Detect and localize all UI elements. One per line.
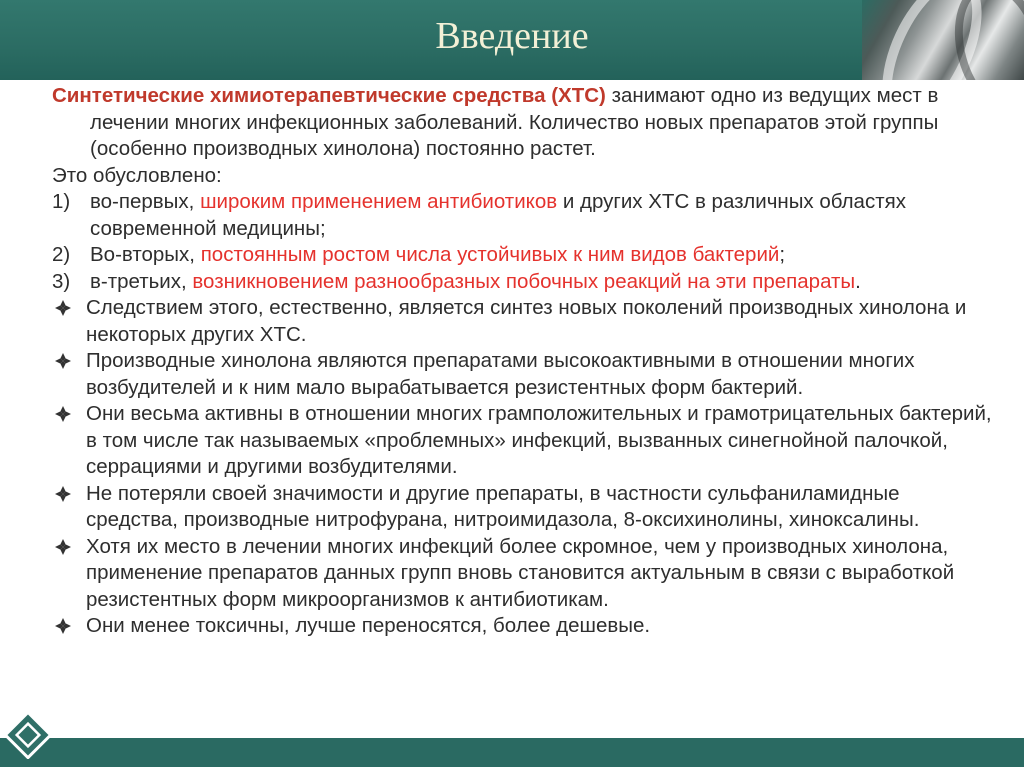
numbered-item: 1) во-первых, широким применением антибиотиков и других ХТС в различных областях современной медицины; [52, 190, 906, 240]
bullet-item: Они весьма активны в отношении многих грамположительных и грамотрицательных бактерий, в том числе так называемых «проблемных» инфекций, вызванных синегнойной палочкой, серрациями и другими возбудителями. [52, 401, 997, 481]
bullet-item: Хотя их место в лечении многих инфекций более скромное, чем у производных хинолона, применение препаратов данных групп вновь становится актуальным в связи с выработкой резистентных форм микроорганизмов к антибиотикам. [52, 534, 997, 614]
diamond-bullet-icon [52, 613, 74, 639]
intro-paragraph [52, 83, 997, 163]
bullet-item: Не потеряли своей значимости и другие препараты, в частности сульфаниламидные средства, производные нитрофурана, нитроимидазола, 8-оксихинолины, хиноксалины. [52, 481, 997, 534]
intro-rest: занимают одно из ведущих мест в лечении многих инфекционных заболеваний. Количество новых препаратов этой группы (особенно производных хинолона) постоянно растет. [90, 84, 939, 160]
item-number: 1) [52, 190, 71, 213]
slide-footer-bar [0, 738, 1024, 767]
diamond-bullet-icon [52, 401, 74, 427]
reason-lead: Это обусловлено: [52, 163, 222, 187]
highlighted-text: широким применением антибиотиков [200, 190, 558, 213]
slide-header [0, 0, 1024, 80]
bullet-item: Производные хинолона являются препаратами высокоактивными в отношении многих возбудителей и к ним мало вырабатывается резистентных форм бактерий. [52, 348, 997, 401]
numbered-item: 3) в-третьих, возникновением разнообразных побочных реакций на эти препараты. [52, 269, 997, 296]
numbered-item: 2) Во-вторых, постоянным ростом числа устойчивых к ним видов бактерий; [52, 242, 997, 269]
intro-bold-term: Синтетические химиотерапевтические средства (ХТС) [52, 84, 606, 107]
slide-title: Введение [435, 15, 589, 57]
diamond-bullet-icon [52, 348, 74, 374]
item-number: 2) [52, 243, 71, 266]
diamond-logo-icon [4, 711, 52, 759]
item-number: 3) [52, 269, 71, 293]
diamond-bullet-icon [52, 295, 74, 321]
bullet-item: Следствием этого, естественно, является синтез новых поколений производных хинолона и некоторых других ХТС. [52, 295, 997, 348]
highlighted-text: постоянным ростом числа устойчивых к ним видов бактерий [200, 243, 780, 266]
slide-content [52, 83, 997, 640]
diamond-bullet-icon [52, 534, 74, 560]
highlighted-text: возникновением разнообразных побочных реакций на эти препараты [192, 269, 856, 293]
diamond-bullet-icon [52, 481, 74, 507]
bullet-item: Они менее токсичны, лучше переносятся, более дешевые. [52, 613, 997, 640]
